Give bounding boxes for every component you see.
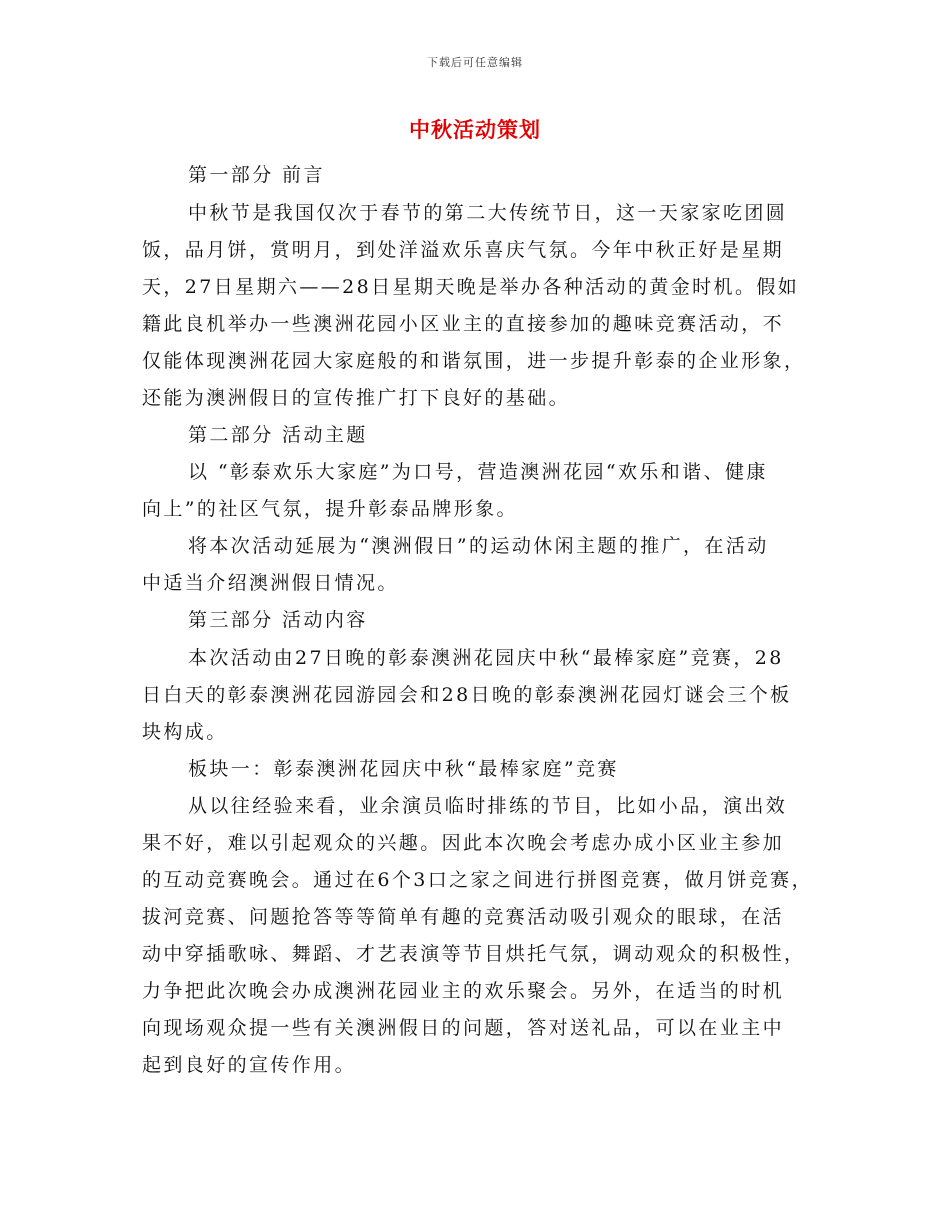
- paragraph-line: 力争把此次晚会办成澳洲花园业主的欢乐聚会。另外，在适当的时机: [142, 980, 785, 1002]
- paragraph-line: 从以往经验来看，业余演员临时排练的节目，比如小品，演出效: [188, 795, 788, 817]
- document-title: 中秋活动策划: [409, 117, 541, 142]
- paragraph-line: 以 “彰泰欢乐大家庭”为口号，营造澳洲花园“欢乐和谐、健康: [188, 461, 768, 483]
- paragraph-line: 向现场观众提一些有关澳洲假日的问题，答对送礼品，可以在业主中: [142, 1017, 785, 1039]
- paragraph-line: 起到良好的宣传作用。: [142, 1054, 357, 1076]
- paragraph-line: 拔河竞赛、问题抢答等等简单有趣的竞赛活动吸引观众的眼球，在活: [142, 906, 785, 928]
- section-heading: 第三部分 活动内容: [188, 609, 368, 631]
- paragraph-line: 动中穿插歌咏、舞蹈、才艺表演等节目烘托气氛，调动观众的积极性，: [142, 943, 806, 965]
- section-heading: 第一部分 前言: [188, 164, 325, 186]
- paragraph-line: 将本次活动延展为“澳洲假日”的运动休闲主题的推广，在活动: [188, 535, 769, 557]
- page-header-note: 下载后可任意编辑: [427, 56, 523, 69]
- paragraph-line: 块构成。: [142, 721, 228, 743]
- paragraph-line: 饭，品月饼，赏明月，到处洋溢欢乐喜庆气氛。今年中秋正好是星期: [142, 239, 785, 261]
- paragraph-line: 果不好，难以引起观众的兴趣。因此本次晚会考虑办成小区业主参加: [142, 832, 785, 854]
- paragraph-line: 籍此良机举办一些澳洲花园小区业主的直接参加的趣味竞赛活动，不: [142, 313, 785, 335]
- paragraph-line: 向上”的社区气氛，提升彰泰品牌形象。: [142, 498, 518, 520]
- paragraph-line: 中秋节是我国仅次于春节的第二大传统节日，这一天家家吃团圆: [188, 202, 788, 224]
- subsection-heading: 板块一：彰泰澳洲花园庆中秋“最棒家庭”竞赛: [188, 758, 619, 780]
- paragraph-line: 本次活动由27日晚的彰泰澳洲花园庆中秋“最棒家庭”竞赛，28: [188, 647, 784, 669]
- paragraph-line: 中适当介绍澳洲假日情况。: [142, 572, 399, 594]
- paragraph-line: 的互动竞赛晚会。通过在6个3口之家之间进行拼图竞赛，做月饼竞赛，: [142, 869, 813, 891]
- paragraph-line: 还能为澳洲假日的宣传推广打下良好的基础。: [142, 387, 571, 409]
- section-heading: 第二部分 活动主题: [188, 424, 368, 446]
- paragraph-line: 日白天的彰泰澳洲花园游园会和28日晚的彰泰澳洲花园灯谜会三个板: [142, 684, 792, 706]
- paragraph-line: 仅能体现澳洲花园大家庭般的和谐氛围，进一步提升彰泰的企业形象，: [142, 350, 806, 372]
- paragraph-line: 天，27日星期六——28日星期天晚是举办各种活动的黄金时机。假如: [142, 276, 800, 298]
